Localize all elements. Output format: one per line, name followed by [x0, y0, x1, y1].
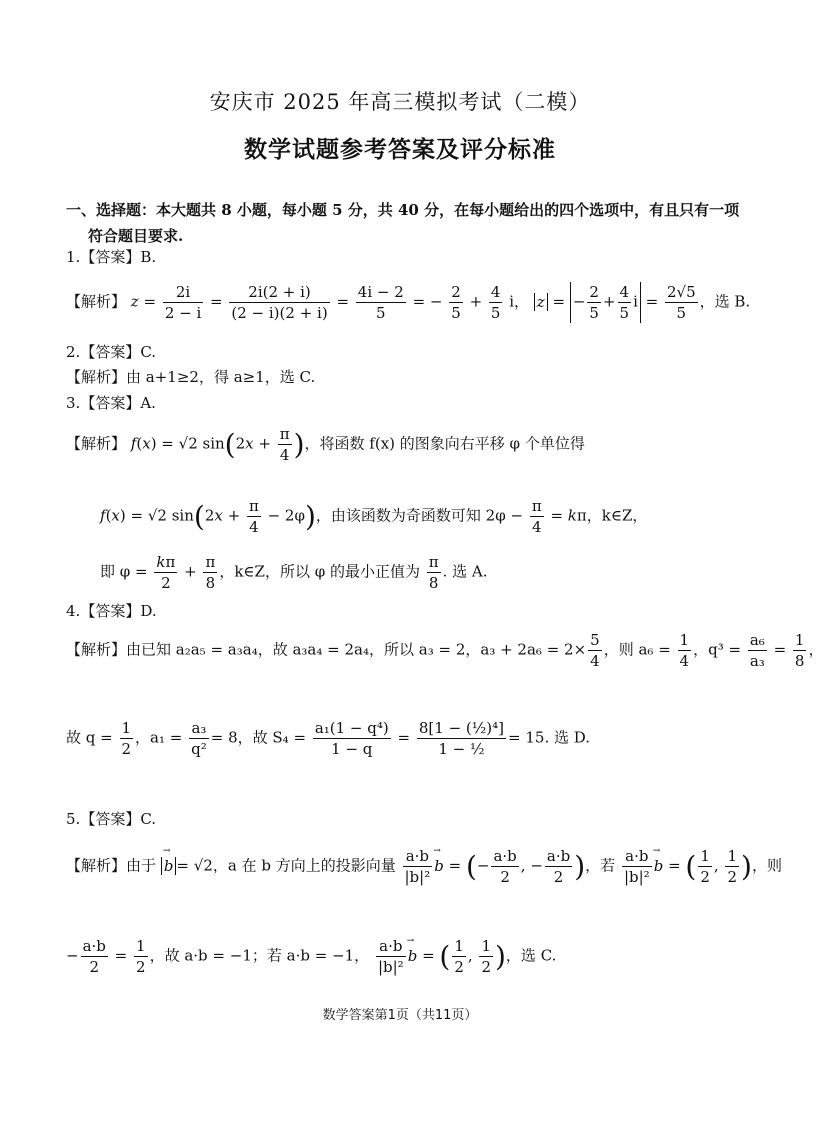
q4-analysis-line2: 故 q = $\frac{1}{2}$ ，a₁ = $\frac{\text{a₃}}{\text{q²}}$ = 8，故 S₄ = $\frac{\text{a₁(1 − q⁴)}}{1 - q}$ = $\frac{\text{8[1 − (½)⁴]}}{\text{1 − ½}}$ = 15. 选 D. — [66, 719, 591, 758]
q5-answer: 5.【答案】C. — [66, 810, 157, 828]
q4-answer: 4.【答案】D. — [66, 602, 157, 620]
q5-analysis-line2: − $\frac{a\cdot b}{2}$ = $\frac{1}{2}$ ，故 a·b = −1；若 a·b = −1， $\frac{a\cdot b}{\text{|b|²}}$ → b = ( $\frac{1}{2}$ , $\frac{1}{2}$ )，选 C. — [66, 936, 556, 977]
section-heading — [66, 197, 746, 249]
q3-analysis-line3: 即 φ = $\frac{k\pi}{2}$ + $\frac{\pi}{8}$ ，k∈Z，所以 φ 的最小正值为 $\frac{\pi}{8}$ . 选 A. — [100, 553, 488, 592]
q3-answer: 3.【答案】A. — [66, 394, 156, 412]
q3-analysis-line1: 【解析】 f(x) = √2 sin(2x + $\frac{\pi}{4}$ )，将函数 f(x) 的图象向右平移 φ 个单位得 — [66, 425, 585, 464]
page-footer: 数学答案第1页（共11页） — [322, 1008, 478, 1023]
q1-analysis: 【解析】 z = $\frac{2i}{2 - i}$ = $\frac{2i(2 + i)}{(2 - i)(2 + i)}$ = $\frac{4i - 2}{5}$ = − $\frac{2}{5}$ + $\frac{4}{5}$ i， z = − $\frac{2}{5}$ + $\frac{4}{5}$ i = $\frac{2√5}{5}$ ，选 B. — [66, 283, 751, 322]
section-heading-cont: 符合题目要求. — [88, 227, 184, 245]
q3-analysis-line2: f(x) = √2 sin(2x + $\frac{\pi}{4}$ − 2φ)，由该函数为奇函数可知 2φ − $\frac{\pi}{4}$ = kπ，k∈Z， — [100, 497, 648, 536]
section-heading-text: 一、选择题：本大题共 8 小题，每小题 5 分，共 40 分，在每小题给出的四个选项中，有且只有一项 — [66, 201, 740, 219]
q2-analysis: 【解析】由 a+1≥2，得 a≥1，选 C. — [66, 368, 316, 386]
q2-answer: 2.【答案】C. — [66, 343, 157, 361]
answer-key-title: 数学试题参考答案及评分标准 — [244, 136, 556, 163]
exam-title: 安庆市 2025 年高三模拟考试（二模） — [209, 90, 591, 114]
q5-analysis-line1: 【解析】由于 → b = √2，a 在 b 方向上的投影向量 $\frac{a\cdot b}{\text{|b|²}}$ → b = (− $\frac{a\cdot b}{2}$ , − $\frac{a\cdot b}{2}$ )，若 $\frac{a\cdot b}{\text{|b|²}}$ → b = ( $\frac{1}{2}$ , $\frac{1}{2}$ )，则 — [66, 846, 782, 887]
q4-analysis-line1: 【解析】由已知 a₂a₅ = a₃a₄，故 a₃a₄ = 2a₄，所以 a₃ = 2，a₃ + 2a₆ = 2× $\frac{5}{4}$ ，则 a₆ = $\frac{1}{4}$ ，q³ = $\frac{\text{a₆}}{\text{a₃}}$ = $\frac{1}{8}$ ， — [66, 631, 823, 670]
q1-answer: 1.【答案】B. — [66, 248, 157, 266]
